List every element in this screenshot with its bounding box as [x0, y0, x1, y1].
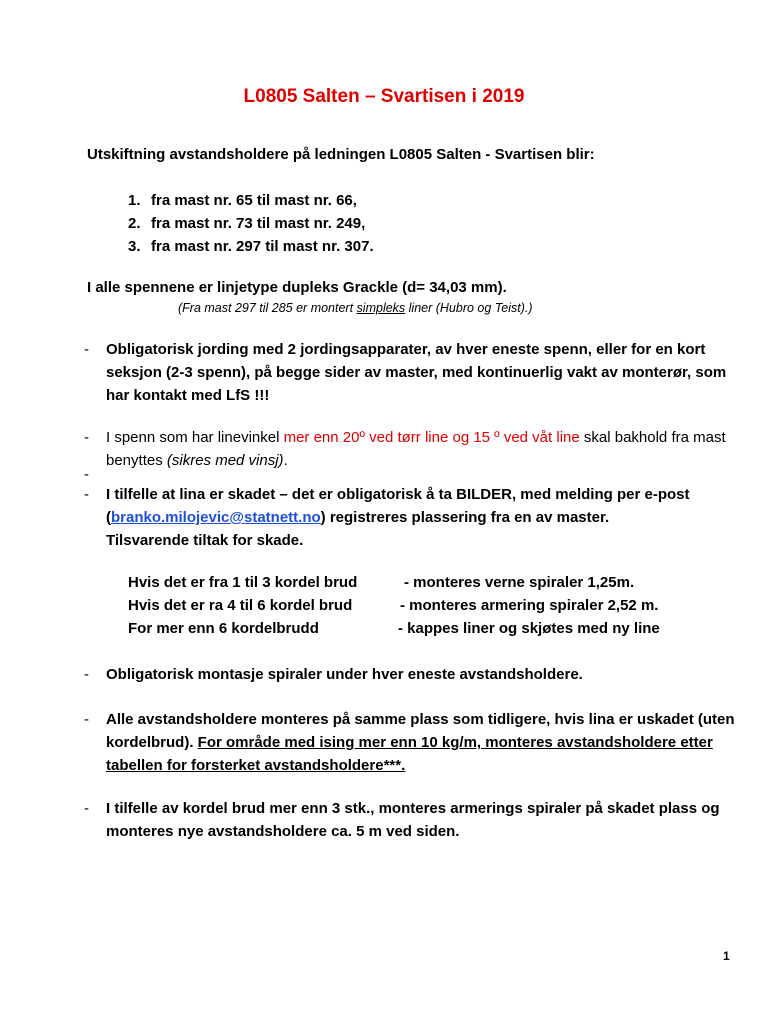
kordel-action: - kappes liner og skjøtes med ny line	[398, 620, 660, 637]
kordel-action: - monteres armering spiraler 2,52 m.	[400, 597, 659, 614]
bullet-text: I tilfelle av kordel brud mer enn 3 stk., monteres armerings spiraler på skadet plass og monteres nye avstandsholdere ca. 5 m ved siden.	[106, 800, 720, 840]
italic-text: (sikres med vinsj)	[166, 452, 284, 469]
bullet-dash: -	[84, 466, 89, 483]
bullet-dash: -	[84, 666, 89, 683]
bullet-dash: -	[84, 486, 89, 503]
text-part: skal bakhold fra mast benyttes	[106, 429, 726, 469]
note-text: (Fra mast 297 til 285 er montert	[178, 301, 357, 315]
note-underlined: simpleks	[356, 301, 406, 315]
bullet-dash: -	[84, 800, 89, 817]
text-part: I spenn som har linevinkel	[106, 429, 284, 446]
bullet-text	[106, 708, 746, 777]
kordel-condition: Hvis det er fra 1 til 3 kordel brud	[128, 574, 358, 591]
list-item	[128, 235, 374, 258]
list-text: fra mast nr. 73 til mast nr. 249,	[151, 215, 366, 232]
list-number: 2.	[128, 215, 141, 232]
list-item	[128, 189, 374, 212]
underlined-text: For område med ising mer enn 10 kg/m, monteres avstandsholdere etter tabellen for forsterket avstandsholdere***.	[106, 734, 713, 774]
wire-type-line: I alle spennene er linjetype dupleks Grackle (d= 34,03 mm).	[87, 279, 507, 296]
text-part: Tilsvarende tiltak for skade.	[106, 532, 304, 549]
kordel-action: - monteres verne spiraler 1,25m.	[404, 574, 635, 591]
bullet-dash: -	[84, 429, 89, 446]
note-text: liner (Hubro og Teist).)	[405, 301, 533, 315]
text-part: ) registreres plassering fra en av master.	[320, 509, 610, 526]
bullet-text: Obligatorisk jording med 2 jordingsapparater, av hver eneste spenn, eller for en kort seksjon (2-3 spenn), på begge sider av master, med kontinuerlig vakt av monterør, som har kontakt med LfS !!!	[106, 341, 727, 404]
list-text: fra mast nr. 297 til mast nr. 307.	[151, 238, 374, 255]
wire-type-note	[178, 301, 533, 315]
list-number: 3.	[128, 238, 141, 255]
email-link[interactable]: branko.milojevic@statnett.no	[111, 509, 321, 526]
red-text: mer enn 20º ved tørr line og 15 º ved våt line	[283, 429, 580, 446]
bullet-text: Obligatorisk montasje spiraler under hver eneste avstandsholdere.	[106, 666, 583, 683]
bullet-text	[106, 483, 746, 552]
bullet-dash: -	[84, 711, 89, 728]
document-title: L0805 Salten – Svartisen i 2019	[243, 86, 525, 107]
page-number: 1	[723, 949, 730, 963]
intro-line: Utskiftning avstandsholdere på ledningen L0805 Salten - Svartisen blir:	[87, 146, 595, 163]
text-part: Alle avstandsholdere monteres på samme plass som tidligere, hvis lina er uskadet (uten kordelbrud).	[106, 711, 735, 751]
bullet-text	[106, 426, 746, 472]
bullet-dash: -	[84, 341, 89, 358]
list-number: 1.	[128, 192, 141, 209]
kordel-condition: Hvis det er ra 4 til 6 kordel brud	[128, 597, 353, 614]
kordel-condition: For mer enn 6 kordelbrudd	[128, 620, 319, 637]
list-item	[128, 212, 374, 235]
text-part: I tilfelle at lina er skadet – det er obligatorisk å ta BILDER, med melding per e-post (	[106, 486, 690, 526]
list-text: fra mast nr. 65 til mast nr. 66,	[151, 192, 357, 209]
mast-range-list	[128, 189, 374, 258]
text-part: .	[283, 452, 288, 469]
